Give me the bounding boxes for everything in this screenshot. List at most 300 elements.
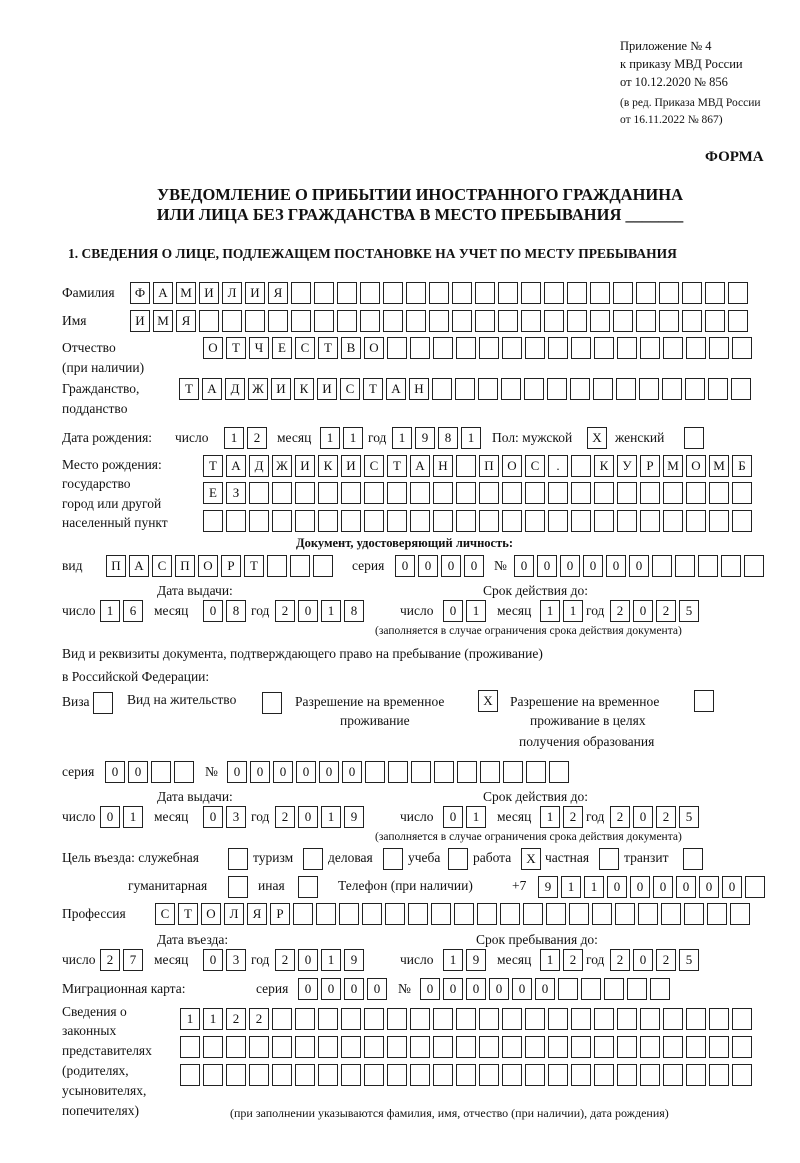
id-issue-month-field[interactable]	[203, 600, 249, 622]
char-cell[interactable]	[732, 510, 752, 532]
char-cell[interactable]	[686, 482, 706, 504]
char-cell[interactable]: 2	[275, 806, 295, 828]
citizenship-field[interactable]	[179, 378, 754, 400]
char-cell[interactable]: И	[130, 310, 150, 332]
char-cell[interactable]	[640, 510, 660, 532]
char-cell[interactable]: 9	[538, 876, 558, 898]
char-cell[interactable]	[682, 282, 702, 304]
char-cell[interactable]: И	[341, 455, 361, 477]
char-cell[interactable]	[686, 510, 706, 532]
char-cell[interactable]: П	[106, 555, 126, 577]
char-cell[interactable]: О	[198, 555, 218, 577]
char-cell[interactable]: 5	[679, 600, 699, 622]
char-cell[interactable]	[636, 282, 656, 304]
char-cell[interactable]	[272, 1064, 292, 1086]
char-cell[interactable]: Н	[433, 455, 453, 477]
char-cell[interactable]	[638, 903, 658, 925]
char-cell[interactable]: 0	[100, 806, 120, 828]
stay-year-field[interactable]	[610, 949, 702, 971]
char-cell[interactable]: Т	[244, 555, 264, 577]
char-cell[interactable]: 2	[610, 600, 630, 622]
char-cell[interactable]	[521, 282, 541, 304]
char-cell[interactable]	[708, 378, 728, 400]
char-cell[interactable]: 0	[443, 600, 463, 622]
char-cell[interactable]: 0	[298, 949, 318, 971]
entry-month-field[interactable]	[203, 949, 249, 971]
char-cell[interactable]: 6	[123, 600, 143, 622]
char-cell[interactable]: 1	[224, 427, 244, 449]
char-cell[interactable]: 0	[420, 978, 440, 1000]
char-cell[interactable]	[732, 1008, 752, 1030]
char-cell[interactable]	[640, 337, 660, 359]
char-cell[interactable]	[686, 1036, 706, 1058]
char-cell[interactable]	[594, 482, 614, 504]
char-cell[interactable]	[291, 282, 311, 304]
char-cell[interactable]: 0	[203, 600, 223, 622]
temporary-residence-checkbox[interactable]	[478, 690, 501, 712]
char-cell[interactable]	[594, 1008, 614, 1030]
char-cell[interactable]	[617, 1036, 637, 1058]
char-cell[interactable]	[523, 903, 543, 925]
char-cell[interactable]: С	[295, 337, 315, 359]
rd-issue-year-field[interactable]	[275, 806, 367, 828]
purpose-transit-checkbox[interactable]	[683, 848, 706, 870]
char-cell[interactable]	[318, 510, 338, 532]
char-cell[interactable]: Т	[178, 903, 198, 925]
char-cell[interactable]	[452, 282, 472, 304]
purpose-humanitarian-checkbox[interactable]	[228, 876, 251, 898]
char-cell[interactable]	[387, 482, 407, 504]
char-cell[interactable]	[387, 510, 407, 532]
char-cell[interactable]	[456, 337, 476, 359]
char-cell[interactable]	[456, 510, 476, 532]
char-cell[interactable]: 2	[610, 806, 630, 828]
char-cell[interactable]	[387, 1064, 407, 1086]
char-cell[interactable]: 0	[466, 978, 486, 1000]
char-cell[interactable]	[500, 903, 520, 925]
char-cell[interactable]: 1	[561, 876, 581, 898]
char-cell[interactable]: Т	[203, 455, 223, 477]
char-cell[interactable]: 0	[676, 876, 696, 898]
char-cell[interactable]	[659, 282, 679, 304]
char-cell[interactable]: И	[317, 378, 337, 400]
char-cell[interactable]: М	[153, 310, 173, 332]
char-cell[interactable]	[694, 690, 714, 712]
char-cell[interactable]	[682, 310, 702, 332]
char-cell[interactable]	[456, 455, 476, 477]
char-cell[interactable]	[477, 903, 497, 925]
char-cell[interactable]: Е	[203, 482, 223, 504]
char-cell[interactable]: 5	[679, 949, 699, 971]
char-cell[interactable]	[686, 1008, 706, 1030]
char-cell[interactable]	[203, 1036, 223, 1058]
id-issue-year-field[interactable]	[275, 600, 367, 622]
char-cell[interactable]: 0	[395, 555, 415, 577]
char-cell[interactable]: Д	[249, 455, 269, 477]
stay-month-field[interactable]	[540, 949, 586, 971]
char-cell[interactable]	[295, 482, 315, 504]
char-cell[interactable]	[567, 310, 587, 332]
char-cell[interactable]	[525, 1064, 545, 1086]
char-cell[interactable]	[728, 310, 748, 332]
char-cell[interactable]	[387, 1008, 407, 1030]
char-cell[interactable]	[433, 1064, 453, 1086]
char-cell[interactable]	[272, 1036, 292, 1058]
char-cell[interactable]	[249, 1036, 269, 1058]
char-cell[interactable]	[362, 903, 382, 925]
char-cell[interactable]: 0	[105, 761, 125, 783]
purpose-other-checkbox[interactable]	[298, 876, 321, 898]
char-cell[interactable]: К	[594, 455, 614, 477]
char-cell[interactable]: 1	[392, 427, 412, 449]
char-cell[interactable]	[571, 1064, 591, 1086]
char-cell[interactable]: И	[199, 282, 219, 304]
char-cell[interactable]: 0	[443, 978, 463, 1000]
char-cell[interactable]	[245, 310, 265, 332]
char-cell[interactable]: 0	[560, 555, 580, 577]
char-cell[interactable]: 0	[464, 555, 484, 577]
char-cell[interactable]	[228, 848, 248, 870]
char-cell[interactable]	[581, 978, 601, 1000]
char-cell[interactable]	[650, 978, 670, 1000]
char-cell[interactable]: Б	[732, 455, 752, 477]
char-cell[interactable]	[364, 482, 384, 504]
rd-issue-month-field[interactable]	[203, 806, 249, 828]
char-cell[interactable]	[659, 310, 679, 332]
dob-year-field[interactable]	[392, 427, 484, 449]
rd-series-field[interactable]	[105, 761, 197, 783]
purpose-business-checkbox[interactable]	[383, 848, 406, 870]
char-cell[interactable]	[226, 1064, 246, 1086]
char-cell[interactable]: А	[153, 282, 173, 304]
char-cell[interactable]: X	[478, 690, 498, 712]
char-cell[interactable]	[410, 482, 430, 504]
char-cell[interactable]: 8	[438, 427, 458, 449]
char-cell[interactable]	[636, 310, 656, 332]
entry-day-field[interactable]	[100, 949, 146, 971]
char-cell[interactable]	[410, 337, 430, 359]
char-cell[interactable]: 1	[461, 427, 481, 449]
char-cell[interactable]	[249, 510, 269, 532]
char-cell[interactable]: М	[176, 282, 196, 304]
char-cell[interactable]	[316, 903, 336, 925]
char-cell[interactable]	[199, 310, 219, 332]
char-cell[interactable]	[339, 903, 359, 925]
char-cell[interactable]	[272, 482, 292, 504]
char-cell[interactable]	[616, 378, 636, 400]
char-cell[interactable]	[313, 555, 333, 577]
char-cell[interactable]	[663, 1008, 683, 1030]
rd-valid-month-field[interactable]	[540, 806, 586, 828]
char-cell[interactable]	[569, 903, 589, 925]
char-cell[interactable]	[479, 1008, 499, 1030]
mc-number-field[interactable]	[420, 978, 673, 1000]
char-cell[interactable]	[613, 282, 633, 304]
char-cell[interactable]	[341, 1036, 361, 1058]
char-cell[interactable]: 2	[656, 806, 676, 828]
char-cell[interactable]	[617, 1064, 637, 1086]
char-cell[interactable]: 1	[540, 949, 560, 971]
char-cell[interactable]	[93, 692, 113, 714]
char-cell[interactable]	[732, 337, 752, 359]
char-cell[interactable]: Ч	[249, 337, 269, 359]
char-cell[interactable]	[639, 378, 659, 400]
char-cell[interactable]	[683, 848, 703, 870]
char-cell[interactable]	[502, 482, 522, 504]
char-cell[interactable]	[364, 1064, 384, 1086]
char-cell[interactable]	[475, 282, 495, 304]
char-cell[interactable]: 0	[344, 978, 364, 1000]
char-cell[interactable]	[388, 761, 408, 783]
char-cell[interactable]	[640, 1036, 660, 1058]
char-cell[interactable]: 1	[540, 806, 560, 828]
char-cell[interactable]	[709, 1008, 729, 1030]
char-cell[interactable]	[456, 1036, 476, 1058]
char-cell[interactable]	[433, 482, 453, 504]
char-cell[interactable]	[318, 482, 338, 504]
char-cell[interactable]: 2	[247, 427, 267, 449]
char-cell[interactable]: Д	[225, 378, 245, 400]
char-cell[interactable]: О	[502, 455, 522, 477]
char-cell[interactable]: 1	[100, 600, 120, 622]
char-cell[interactable]	[226, 510, 246, 532]
char-cell[interactable]	[364, 1036, 384, 1058]
char-cell[interactable]: Я	[247, 903, 267, 925]
char-cell[interactable]	[410, 1036, 430, 1058]
char-cell[interactable]	[455, 378, 475, 400]
char-cell[interactable]	[387, 337, 407, 359]
char-cell[interactable]	[709, 1036, 729, 1058]
char-cell[interactable]: Е	[272, 337, 292, 359]
char-cell[interactable]	[684, 427, 704, 449]
char-cell[interactable]: 0	[273, 761, 293, 783]
char-cell[interactable]: 0	[514, 555, 534, 577]
char-cell[interactable]: 2	[610, 949, 630, 971]
char-cell[interactable]	[571, 1008, 591, 1030]
rd-number-field[interactable]	[227, 761, 572, 783]
char-cell[interactable]	[594, 337, 614, 359]
legal-representatives-field[interactable]	[180, 1064, 755, 1086]
char-cell[interactable]	[314, 310, 334, 332]
char-cell[interactable]	[226, 1036, 246, 1058]
char-cell[interactable]	[478, 378, 498, 400]
char-cell[interactable]: М	[663, 455, 683, 477]
char-cell[interactable]: 0	[607, 876, 627, 898]
char-cell[interactable]	[675, 555, 695, 577]
char-cell[interactable]	[525, 1036, 545, 1058]
char-cell[interactable]	[501, 378, 521, 400]
char-cell[interactable]: И	[271, 378, 291, 400]
char-cell[interactable]	[617, 1008, 637, 1030]
char-cell[interactable]	[594, 510, 614, 532]
char-cell[interactable]	[502, 1064, 522, 1086]
purpose-service-checkbox[interactable]	[228, 848, 251, 870]
char-cell[interactable]	[549, 761, 569, 783]
char-cell[interactable]: И	[245, 282, 265, 304]
char-cell[interactable]	[525, 1008, 545, 1030]
birthplace-field[interactable]	[203, 482, 755, 504]
char-cell[interactable]	[410, 1008, 430, 1030]
char-cell[interactable]	[571, 455, 591, 477]
char-cell[interactable]	[686, 337, 706, 359]
char-cell[interactable]	[295, 1036, 315, 1058]
char-cell[interactable]	[295, 1008, 315, 1030]
char-cell[interactable]: 1	[343, 427, 363, 449]
sex-female-checkbox[interactable]	[684, 427, 707, 449]
char-cell[interactable]: 0	[606, 555, 626, 577]
char-cell[interactable]	[548, 510, 568, 532]
char-cell[interactable]: С	[155, 903, 175, 925]
char-cell[interactable]: 0	[633, 806, 653, 828]
legal-representatives-field[interactable]	[180, 1008, 755, 1030]
char-cell[interactable]	[318, 1036, 338, 1058]
patronymic-field[interactable]	[203, 337, 755, 359]
char-cell[interactable]: 0	[535, 978, 555, 1000]
char-cell[interactable]: 0	[633, 949, 653, 971]
char-cell[interactable]: Р	[270, 903, 290, 925]
char-cell[interactable]	[432, 378, 452, 400]
char-cell[interactable]: 0	[250, 761, 270, 783]
char-cell[interactable]: Т	[387, 455, 407, 477]
char-cell[interactable]	[732, 1036, 752, 1058]
purpose-tourism-checkbox[interactable]	[303, 848, 326, 870]
char-cell[interactable]: 3	[226, 949, 246, 971]
char-cell[interactable]: 0	[630, 876, 650, 898]
char-cell[interactable]: 0	[629, 555, 649, 577]
char-cell[interactable]	[364, 1008, 384, 1030]
char-cell[interactable]	[640, 1064, 660, 1086]
char-cell[interactable]: 1	[443, 949, 463, 971]
char-cell[interactable]: О	[203, 337, 223, 359]
char-cell[interactable]	[293, 903, 313, 925]
char-cell[interactable]: С	[364, 455, 384, 477]
char-cell[interactable]	[663, 337, 683, 359]
char-cell[interactable]	[433, 337, 453, 359]
char-cell[interactable]	[262, 692, 282, 714]
char-cell[interactable]	[318, 1064, 338, 1086]
char-cell[interactable]	[479, 1064, 499, 1086]
char-cell[interactable]	[745, 876, 765, 898]
char-cell[interactable]: 1	[321, 600, 341, 622]
char-cell[interactable]: 1	[321, 949, 341, 971]
char-cell[interactable]	[732, 1064, 752, 1086]
char-cell[interactable]: 9	[415, 427, 435, 449]
char-cell[interactable]	[663, 510, 683, 532]
char-cell[interactable]	[571, 337, 591, 359]
char-cell[interactable]	[663, 1036, 683, 1058]
char-cell[interactable]	[548, 1064, 568, 1086]
char-cell[interactable]	[385, 903, 405, 925]
char-cell[interactable]	[503, 761, 523, 783]
char-cell[interactable]: 0	[512, 978, 532, 1000]
char-cell[interactable]	[498, 282, 518, 304]
char-cell[interactable]	[502, 1036, 522, 1058]
char-cell[interactable]: 1	[540, 600, 560, 622]
char-cell[interactable]	[709, 337, 729, 359]
char-cell[interactable]: 1	[321, 806, 341, 828]
char-cell[interactable]	[640, 1008, 660, 1030]
char-cell[interactable]	[249, 1064, 269, 1086]
char-cell[interactable]: 0	[441, 555, 461, 577]
rd-valid-day-field[interactable]	[443, 806, 489, 828]
char-cell[interactable]	[457, 761, 477, 783]
char-cell[interactable]: О	[686, 455, 706, 477]
char-cell[interactable]	[479, 510, 499, 532]
char-cell[interactable]	[452, 310, 472, 332]
char-cell[interactable]: З	[226, 482, 246, 504]
char-cell[interactable]	[686, 1064, 706, 1086]
char-cell[interactable]	[684, 903, 704, 925]
char-cell[interactable]: 0	[537, 555, 557, 577]
char-cell[interactable]	[314, 282, 334, 304]
char-cell[interactable]: 9	[344, 806, 364, 828]
purpose-private-checkbox[interactable]	[599, 848, 622, 870]
char-cell[interactable]	[272, 510, 292, 532]
char-cell[interactable]	[730, 903, 750, 925]
dob-month-field[interactable]	[320, 427, 366, 449]
char-cell[interactable]: 0	[583, 555, 603, 577]
visa-checkbox[interactable]	[93, 692, 116, 714]
char-cell[interactable]	[698, 555, 718, 577]
residence-permit-checkbox[interactable]	[262, 692, 285, 714]
char-cell[interactable]: 2	[275, 949, 295, 971]
name-field[interactable]	[130, 310, 751, 332]
char-cell[interactable]	[454, 903, 474, 925]
char-cell[interactable]: 0	[653, 876, 673, 898]
char-cell[interactable]	[456, 1008, 476, 1030]
char-cell[interactable]	[567, 282, 587, 304]
char-cell[interactable]	[548, 1008, 568, 1030]
char-cell[interactable]: Ж	[272, 455, 292, 477]
purpose-study-checkbox[interactable]	[448, 848, 471, 870]
char-cell[interactable]	[640, 482, 660, 504]
char-cell[interactable]: 0	[722, 876, 742, 898]
char-cell[interactable]: 2	[563, 806, 583, 828]
char-cell[interactable]: 0	[342, 761, 362, 783]
char-cell[interactable]	[524, 378, 544, 400]
char-cell[interactable]	[502, 510, 522, 532]
char-cell[interactable]	[295, 1064, 315, 1086]
char-cell[interactable]	[433, 510, 453, 532]
char-cell[interactable]	[249, 482, 269, 504]
char-cell[interactable]	[663, 1064, 683, 1086]
char-cell[interactable]: П	[175, 555, 195, 577]
char-cell[interactable]: 2	[249, 1008, 269, 1030]
char-cell[interactable]	[662, 378, 682, 400]
char-cell[interactable]: А	[410, 455, 430, 477]
char-cell[interactable]: Р	[640, 455, 660, 477]
char-cell[interactable]	[383, 848, 403, 870]
char-cell[interactable]	[408, 903, 428, 925]
char-cell[interactable]	[180, 1036, 200, 1058]
rd-issue-day-field[interactable]	[100, 806, 146, 828]
char-cell[interactable]: А	[386, 378, 406, 400]
id-series-field[interactable]	[395, 555, 487, 577]
id-issue-day-field[interactable]	[100, 600, 146, 622]
char-cell[interactable]	[411, 761, 431, 783]
char-cell[interactable]: 1	[320, 427, 340, 449]
char-cell[interactable]	[290, 555, 310, 577]
char-cell[interactable]: А	[129, 555, 149, 577]
char-cell[interactable]: 0	[298, 978, 318, 1000]
char-cell[interactable]	[546, 903, 566, 925]
char-cell[interactable]: У	[617, 455, 637, 477]
birthplace-field[interactable]	[203, 455, 755, 477]
char-cell[interactable]	[479, 337, 499, 359]
char-cell[interactable]	[521, 310, 541, 332]
char-cell[interactable]	[303, 848, 323, 870]
char-cell[interactable]	[705, 310, 725, 332]
